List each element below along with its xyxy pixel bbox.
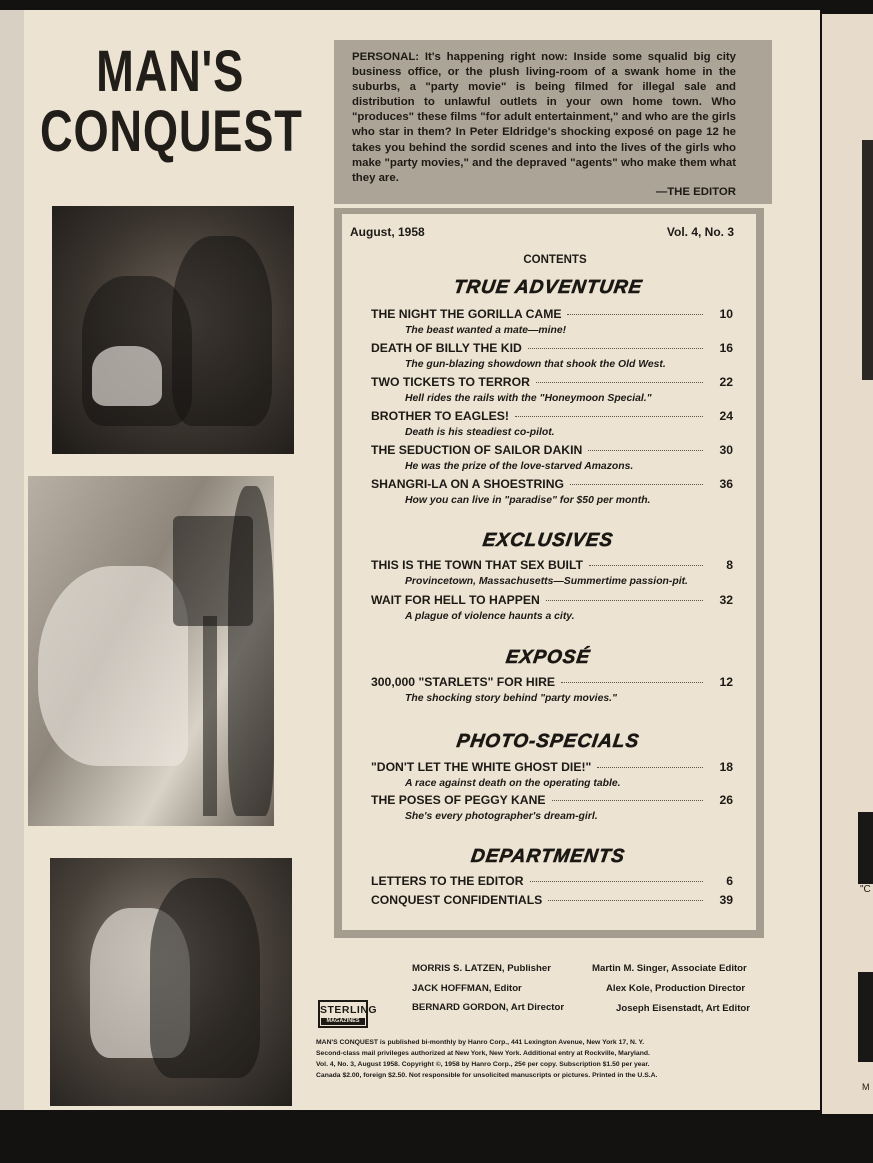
toc-title: SHANGRI-LA ON A SHOESTRING <box>371 477 564 491</box>
leader-dots <box>530 881 703 882</box>
toc-title: "DON'T LET THE WHITE GHOST DIE!" <box>371 760 592 774</box>
toc-page: 18 <box>719 760 733 774</box>
photo-model-and-camera <box>28 476 274 826</box>
toc-entry[interactable] <box>371 593 733 622</box>
leader-dots <box>570 484 703 485</box>
toc-description: The gun-blazing showdown that shook the Old West. <box>405 359 666 370</box>
staff-art-editor: Joseph Eisenstadt, Art Editor <box>616 1003 750 1014</box>
toc-description: Hell rides the rails with the "Honeymoon Special." <box>405 393 652 404</box>
leader-dots <box>567 314 703 315</box>
toc-entry[interactable] <box>371 375 733 404</box>
toc-page: 6 <box>726 874 733 888</box>
toc-entry[interactable] <box>371 443 733 472</box>
staff-editor: JACK HOFFMAN, Editor <box>412 983 522 994</box>
toc-description: He was the prize of the love-starved Amazons. <box>405 461 634 472</box>
toc-title: TWO TICKETS TO TERROR <box>371 375 530 389</box>
toc-page: 10 <box>719 307 733 321</box>
toc-title: WAIT FOR HELL TO HAPPEN <box>371 593 540 607</box>
issue-date: August, 1958 <box>350 225 425 239</box>
section-heading: EXCLUSIVES <box>481 530 615 551</box>
toc-entry[interactable] <box>371 760 733 789</box>
toc-entry[interactable] <box>371 893 733 909</box>
next-page-graphic <box>858 972 873 1062</box>
toc-title: BROTHER TO EAGLES! <box>371 409 509 423</box>
leader-dots <box>597 767 703 768</box>
staff-associate-editor: Martin M. Singer, Associate Editor <box>592 963 747 974</box>
toc-entry[interactable] <box>371 307 733 336</box>
toc-description: A plague of violence haunts a city. <box>405 611 575 622</box>
toc-entry[interactable] <box>371 558 733 587</box>
toc-title: THE NIGHT THE GORILLA CAME <box>371 307 562 321</box>
toc-description: Death is his steadiest co-pilot. <box>405 427 555 438</box>
toc-description: A race against death on the operating table. <box>405 778 621 789</box>
toc-page: 24 <box>719 409 733 423</box>
toc-description: How you can live in "paradise" for $50 per month. <box>405 495 651 506</box>
toc-entry[interactable] <box>371 675 733 704</box>
staff-production-director: Alex Kole, Production Director <box>606 983 746 994</box>
toc-page: 22 <box>719 375 733 389</box>
photo-rescue-embrace <box>50 858 292 1106</box>
toc-entry[interactable] <box>371 793 733 822</box>
toc-entry[interactable] <box>371 874 733 890</box>
toc-page: 26 <box>719 793 733 807</box>
next-page-graphic <box>862 140 873 380</box>
leader-dots <box>561 682 703 683</box>
toc-page: 39 <box>719 893 733 907</box>
toc-page: 32 <box>719 593 733 607</box>
section-heading: PHOTO-SPECIALS <box>455 731 641 752</box>
staff-publisher: MORRIS S. LATZEN, Publisher <box>412 963 551 974</box>
fine-print-line: Second-class mail privileges authorized at New York, New York. Additional entry at Rockville, Maryland. <box>316 1050 650 1057</box>
editor-signature: —THE EDITOR <box>655 186 736 198</box>
toc-title: THIS IS THE TOWN THAT SEX BUILT <box>371 558 583 572</box>
staff-art-director: BERNARD GORDON, Art Director <box>412 1002 565 1013</box>
leader-dots <box>589 565 703 566</box>
toc-title: LETTERS TO THE EDITOR <box>371 874 524 888</box>
toc-page: 16 <box>719 341 733 355</box>
next-page-text: "C <box>860 884 871 895</box>
toc-description: She's every photographer's dream-girl. <box>405 811 598 822</box>
section-heading: EXPOSÉ <box>504 647 592 668</box>
toc-page: 8 <box>726 558 733 572</box>
toc-page: 12 <box>719 675 733 689</box>
photo-gorilla-scene <box>52 206 294 454</box>
leader-dots <box>588 450 703 451</box>
toc-title: DEATH OF BILLY THE KID <box>371 341 522 355</box>
logo-line: STERLING <box>320 1004 378 1016</box>
masthead-line: CONQUEST <box>40 99 303 164</box>
facing-page-edge <box>0 10 24 1110</box>
section-heading: DEPARTMENTS <box>469 846 627 867</box>
toc-title: THE SEDUCTION OF SAILOR DAKIN <box>371 443 583 457</box>
toc-entry[interactable] <box>371 477 733 506</box>
toc-description: The shocking story behind "party movies." <box>405 693 617 704</box>
publisher-logo <box>318 1000 378 1028</box>
toc-page: 30 <box>719 443 733 457</box>
masthead <box>40 39 303 164</box>
editor-note-text: PERSONAL: It's happening right now: Inside some squalid big city business office, or the plush living-room of a swank home in the suburbs, a "party movie" is being filmed for illegal sale and distribution to unlawful outlets in your own home town. Who "produces" these films "for adult entertainment," and who are the girls who star in them? In Peter Eldridge's shocking exposé on page 12 he takes you behind the sordid scenes and into the lives of the girls who make "party movies," and the depraved "agents" who make them what they are. <box>352 51 736 184</box>
next-page-text: M <box>862 1082 870 1092</box>
toc-entry[interactable] <box>371 341 733 370</box>
leader-dots <box>528 348 703 349</box>
next-page-graphic <box>858 812 873 884</box>
contents-heading: CONTENTS <box>523 254 587 266</box>
logo-line: MAGAZINES <box>321 1018 365 1026</box>
toc-description: The beast wanted a mate—mine! <box>405 325 567 336</box>
toc-title: THE POSES OF PEGGY KANE <box>371 793 546 807</box>
fine-print-line: Canada $2.00, foreign $2.50. Not responsible for unsolicited manuscripts or pictures. Printed in the U.S.A. <box>316 1072 658 1079</box>
toc-title: CONQUEST CONFIDENTIALS <box>371 893 543 907</box>
leader-dots <box>536 382 703 383</box>
fine-print-line: MAN'S CONQUEST is published bi-monthly by Hanro Corp., 441 Lexington Avenue, New York 17, N. Y. <box>316 1039 645 1046</box>
masthead-line: MAN'S <box>96 39 245 104</box>
toc-description: Provincetown, Massachusetts—Summertime passion-pit. <box>405 576 688 587</box>
leader-dots <box>552 800 704 801</box>
toc-page: 36 <box>719 477 733 491</box>
fine-print-line: Vol. 4, No. 3, August 1958. Copyright ©, 1958 by Hanro Corp., 25¢ per copy. Subscription $1.50 per year. <box>316 1061 650 1068</box>
toc-title: 300,000 "STARLETS" FOR HIRE <box>371 675 556 689</box>
leader-dots <box>548 900 703 901</box>
section-heading: TRUE ADVENTURE <box>452 277 644 298</box>
issue-volume: Vol. 4, No. 3 <box>666 225 734 239</box>
leader-dots <box>515 416 703 417</box>
toc-entry[interactable] <box>371 409 733 438</box>
leader-dots <box>546 600 703 601</box>
publication-fine-print <box>316 1037 752 1081</box>
